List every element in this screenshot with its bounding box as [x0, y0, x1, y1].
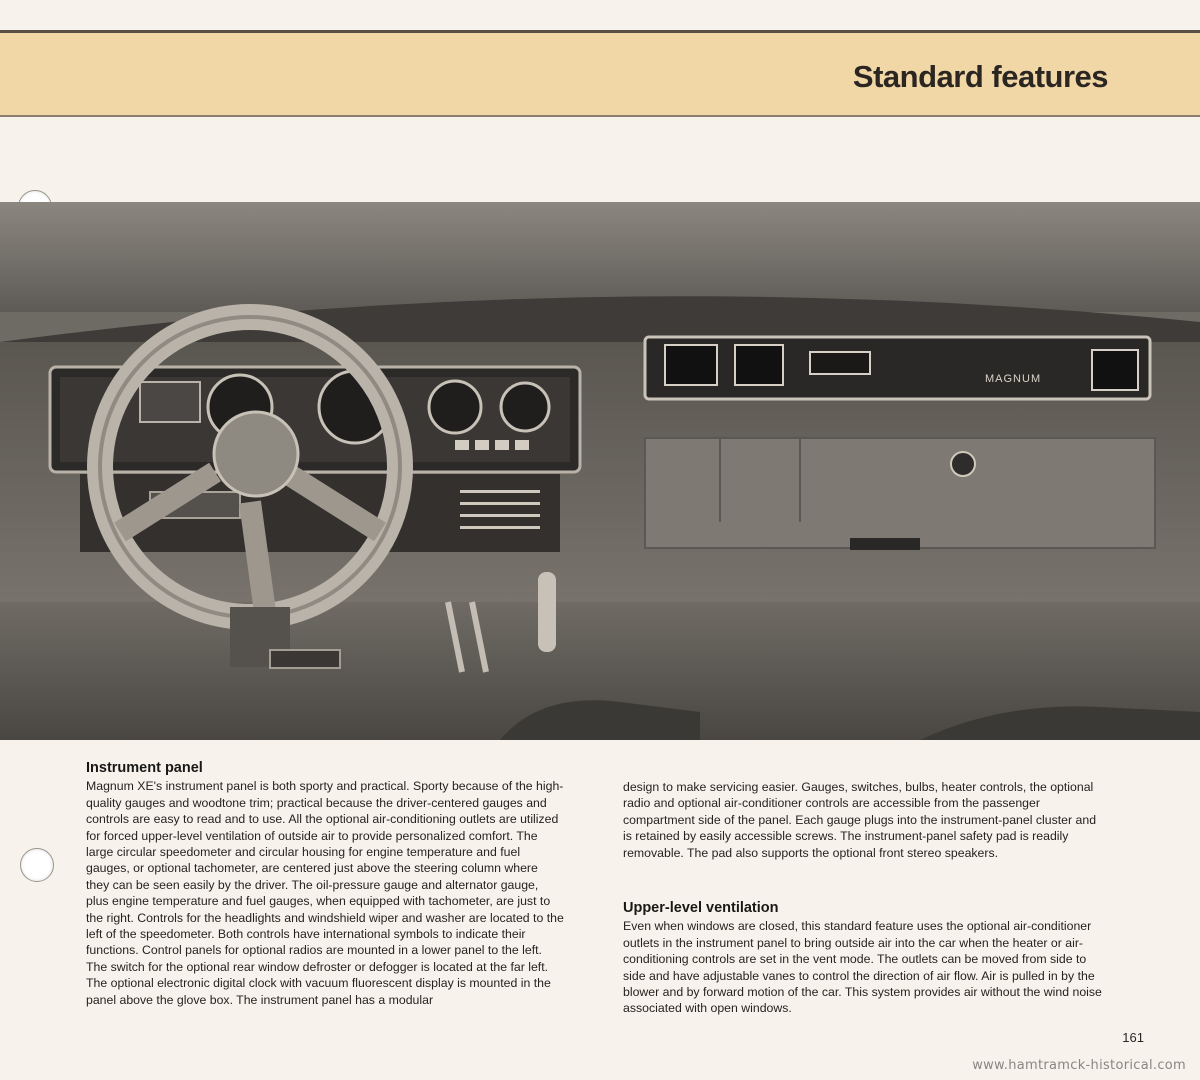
upper-level-ventilation-heading: Upper-level ventilation	[623, 900, 779, 916]
dashboard-illustration	[0, 202, 1200, 740]
instrument-panel-section	[86, 760, 564, 1008]
watermark: www.hamtramck-historical.com	[972, 1058, 1186, 1073]
instrument-panel-body: Magnum XE's instrument panel is both sporty and practical. Sporty because of the high-quality gauges and woodtone trim; practical because the driver-centered gauges and controls are easy to read and to use. All the optional air-conditioning outlets are utilized for forced upper-level ventilation of outside air to provide personalized comfort. The large circular speedometer and circular housing for engine temperature and fuel gauges, or optional tachometer, are centered just above the steering column where they can be seen easily by the driver. The oil-pressure gauge and alternator gauge, plus engine temperature and fuel gauges, when equipped with tachometer, are just to the right. Controls for the headlights and windshield wiper and washer are located to the left of the speedometer. Both controls have international symbols to indicate their functions. Control panels for optional radios are mounted in a lower panel to the left. The switch for the optional rear window defroster or defogger is located at the far left. The optional electronic digital clock with vacuum fluorescent display is mounted in the panel above the glove box. The instrument panel has a modular	[86, 779, 564, 1007]
upper-level-ventilation-body: Even when windows are closed, this standard feature uses the optional air-conditioner outlets in the instrument panel to bring outside air into the car when the heater or air-conditioning controls are set in the vent mode. The outlets can be moved from side to side and have adjustable vanes to control the direction of air flow. Air is pulled in by the blower and by forward motion of the car. This system provides air without the wind noise associated with open windows.	[623, 919, 1102, 1016]
instrument-panel-heading: Instrument panel	[86, 760, 203, 776]
upper-level-ventilation-section	[623, 900, 1103, 1017]
dashboard-photo	[0, 202, 1200, 740]
header-divider	[0, 115, 1200, 117]
panel-badge: MAGNUM	[985, 373, 1042, 385]
binder-hole-bottom	[20, 848, 54, 882]
instrument-panel-continued	[623, 779, 1103, 861]
page-title: Standard features	[852, 59, 1108, 94]
header-band	[0, 33, 1200, 115]
instrument-panel-body-continued: design to make servicing easier. Gauges, switches, bulbs, heater controls, the optional radio and optional air-conditioner controls are accessible from the passenger compartment side of the panel. Each gauge plugs into the instrument-panel cluster and is retained by easily accessible screws. The instrument-panel safety pad is readily removable. The pad also supports the optional front stereo speakers.	[623, 780, 1097, 860]
page-number: 161	[1122, 1030, 1144, 1045]
